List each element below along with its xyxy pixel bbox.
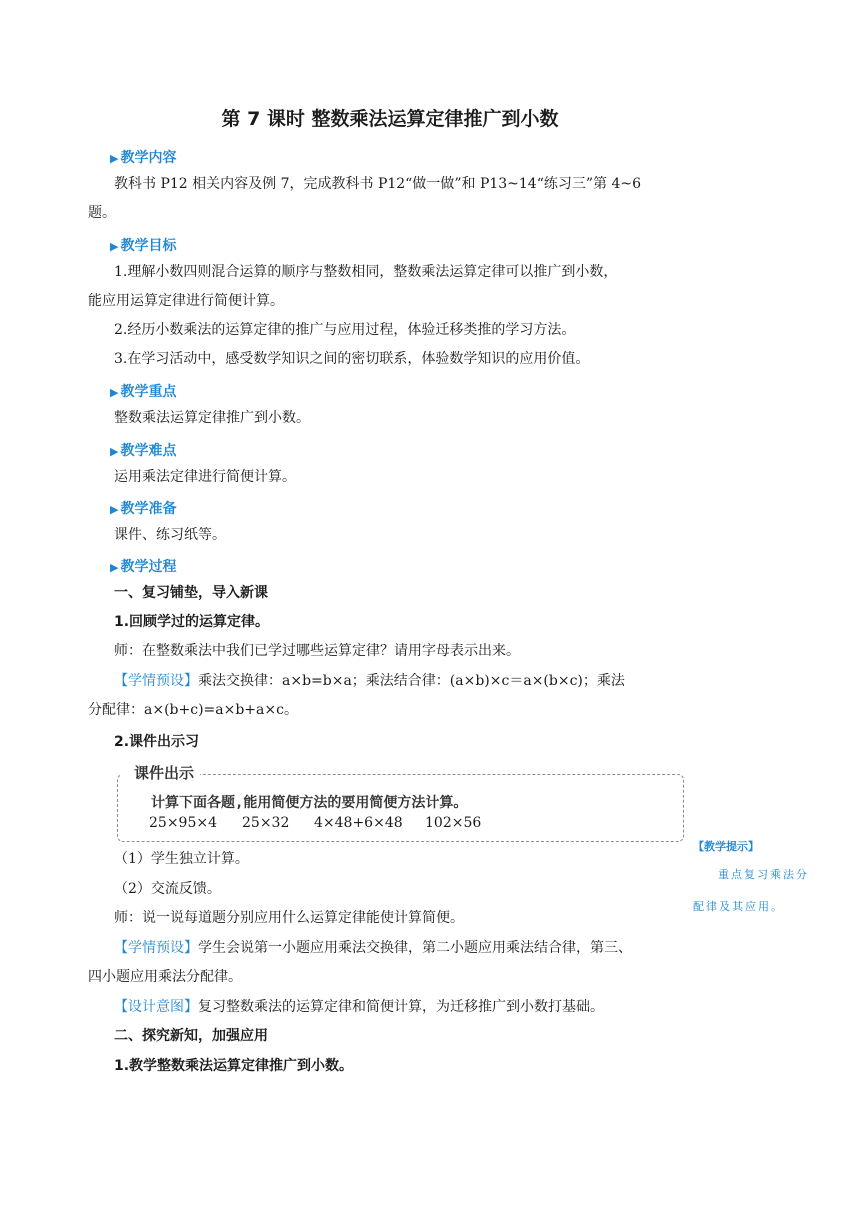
exercise-2: 25×32 xyxy=(242,815,290,831)
design-intent-tag: 【设计意图】 xyxy=(114,999,198,1015)
triangle-bullet-icon: ▶ xyxy=(110,445,119,458)
part-2-heading: 二、探究新知，加强应用 xyxy=(114,1028,268,1044)
section-label: 教学准备 xyxy=(120,501,177,517)
triangle-bullet-icon: ▶ xyxy=(110,561,119,574)
side-note-line-1: 重点复习乘法分 xyxy=(718,868,809,881)
triangle-bullet-icon: ▶ xyxy=(110,503,119,516)
teacher-question-2: 师：说一说每道题分别应用什么运算定律能使计算简便。 xyxy=(114,910,464,926)
goal-1a: 1.理解小数四则混合运算的顺序与整数相同，整数乘法运算定律可以推广到小数， xyxy=(114,264,618,280)
section-difficulty xyxy=(110,440,176,460)
step-1-heading: 1.回顾学过的运算定律。 xyxy=(114,614,270,630)
triangle-bullet-icon: ▶ xyxy=(110,152,119,165)
key-point-text: 整数乘法运算定律推广到小数。 xyxy=(114,410,310,426)
preparation-text: 课件、练习纸等。 xyxy=(114,527,226,543)
preset-text: 乘法交换律：a×b=b×a；乘法结合律：(a×b)×c＝a×(b×c)；乘法 xyxy=(198,673,625,689)
difficulty-text: 运用乘法定律进行简便计算。 xyxy=(114,469,296,485)
section-label: 教学重点 xyxy=(120,384,177,400)
courseware-instruction: 计算下面各题,能用简便方法的要用简便方法计算。 xyxy=(151,795,468,811)
teacher-question-1: 师：在整数乘法中我们已学过哪些运算定律？请用字母表示出来。 xyxy=(114,643,520,659)
triangle-bullet-icon: ▶ xyxy=(110,240,119,253)
design-intent-text: 复习整数乘法的运算定律和简便计算，为迁移推广到小数打基础。 xyxy=(198,999,604,1015)
exercise-4: 102×56 xyxy=(425,815,482,831)
exercise-3: 4×48+6×48 xyxy=(314,815,403,831)
section-preparation xyxy=(110,498,176,518)
goal-2: 2.经历小数乘法的运算定律的推广与应用过程，体验迁移类推的学习方法。 xyxy=(114,322,576,338)
section-label: 教学内容 xyxy=(120,150,177,166)
design-intent-paragraph xyxy=(114,993,686,1022)
section-label: 教学难点 xyxy=(120,443,177,459)
content-line-2: 题。 xyxy=(88,205,116,221)
part-1-heading: 一、复习铺垫，导入新课 xyxy=(114,585,268,601)
content-line-1: 教科书 P12 相关内容及例 7，完成教科书 P12“做一做”和 P13~14“练习三”第 4~6 xyxy=(114,176,642,192)
side-note-line-2: 配律及其应用。 xyxy=(693,900,784,913)
section-teaching-content xyxy=(110,147,176,167)
preset-paragraph-2a xyxy=(114,934,686,963)
preset-tag: 【学情预设】 xyxy=(114,673,198,689)
section-label: 教学目标 xyxy=(120,238,177,254)
goal-3: 3.在学习活动中，感受数学知识之间的密切联系，体验数学知识的应用价值。 xyxy=(114,351,590,367)
exercise-row xyxy=(149,815,481,831)
lesson-title: 第 7 课时 整数乘法运算定律推广到小数 xyxy=(221,108,559,130)
section-process xyxy=(110,556,176,576)
goal-1b: 能应用运算定律进行简便计算。 xyxy=(88,293,284,309)
preset-paragraph-1b: 分配律：a×(b+c)=a×b+a×c。 xyxy=(88,702,298,718)
courseware-box-tab: 课件出示 xyxy=(120,762,200,783)
triangle-bullet-icon: ▶ xyxy=(110,386,119,399)
substep-2: （2）交流反馈。 xyxy=(114,881,221,897)
substep-1: （1）学生独立计算。 xyxy=(114,851,249,867)
preset-paragraph-1a xyxy=(114,667,686,696)
section-key-point xyxy=(110,381,176,401)
preset-paragraph-2b: 四小题应用乘法分配律。 xyxy=(88,969,242,985)
side-note-title: 【教学提示】 xyxy=(693,840,759,853)
preset-text: 学生会说第一小题应用乘法交换律，第二小题应用乘法结合律，第三、 xyxy=(198,940,632,956)
section-teaching-goals xyxy=(110,235,176,255)
preset-tag: 【学情预设】 xyxy=(114,940,198,956)
step-3-heading: 1.教学整数乘法运算定律推广到小数。 xyxy=(114,1058,354,1074)
section-label: 教学过程 xyxy=(120,559,177,575)
exercise-1: 25×95×4 xyxy=(149,815,217,831)
step-2-heading: 2.课件出示习 xyxy=(114,734,200,750)
